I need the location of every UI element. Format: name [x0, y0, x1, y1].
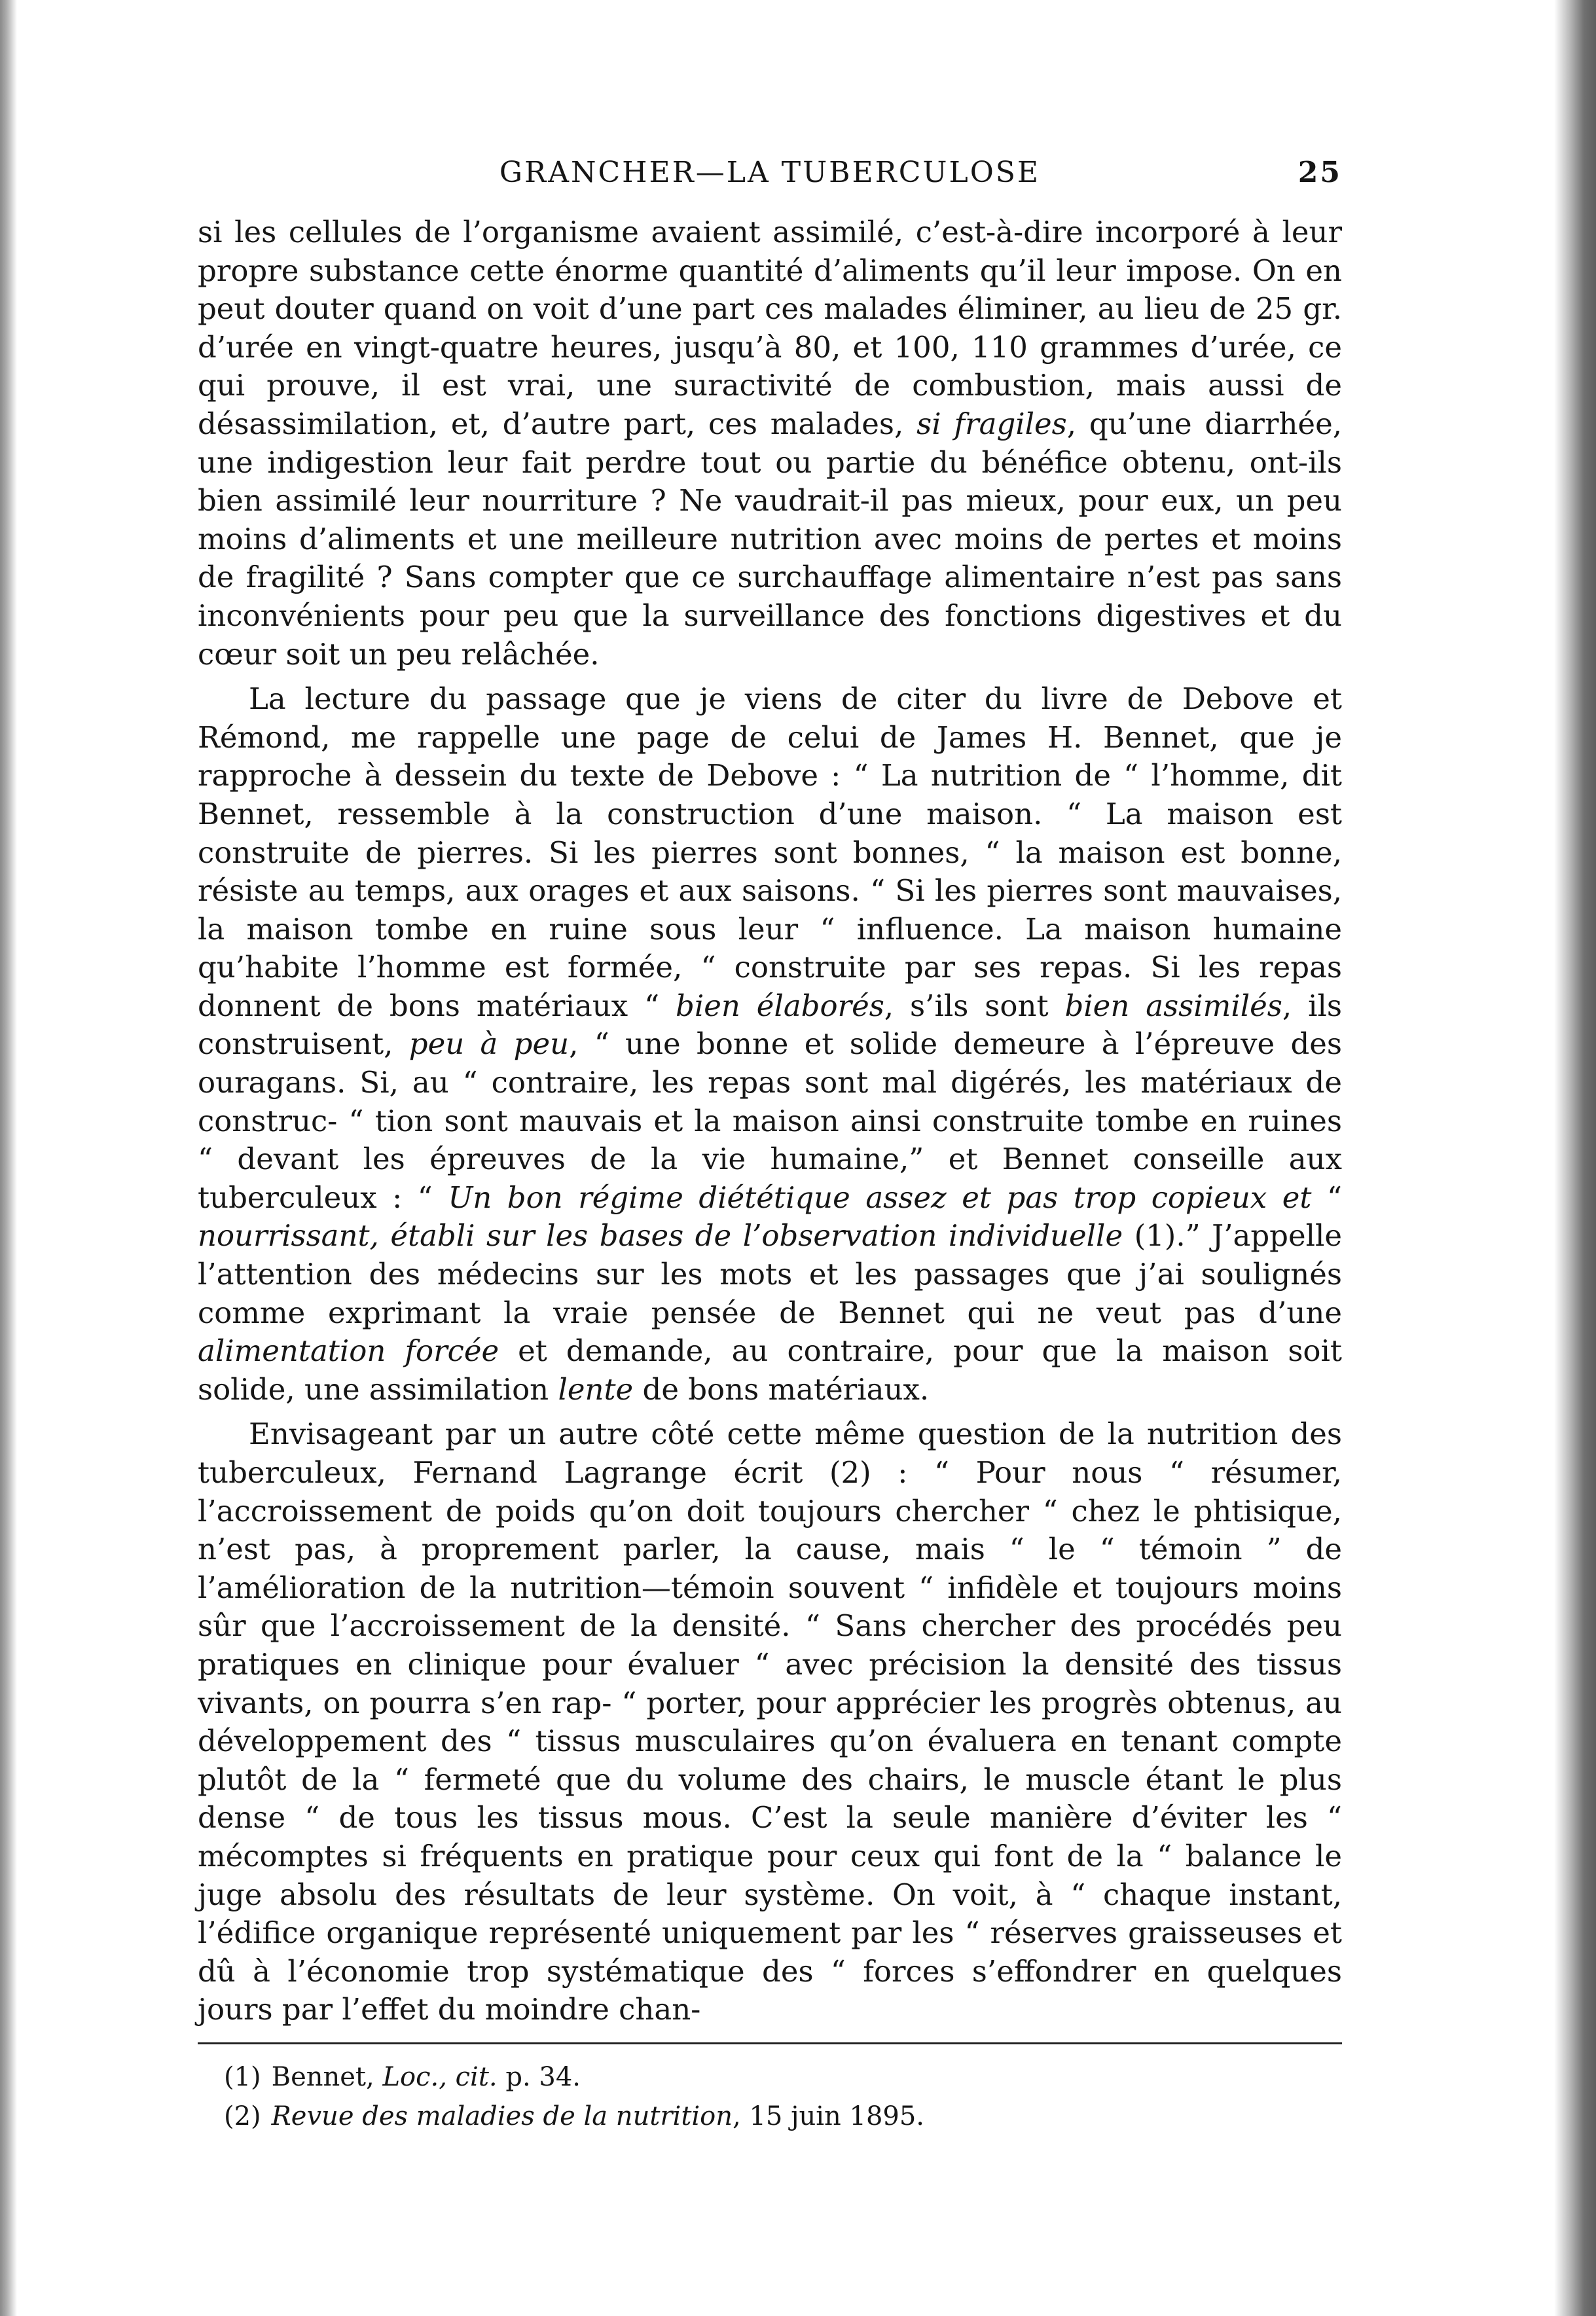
- footnote-mark: (1): [224, 2061, 261, 2092]
- text-run: p. 34.: [497, 2061, 581, 2092]
- text-run: si les cellules de l’organisme avaient assimilé, c’est-à-dire incorporé à leur propre substance cette énorme quantité d’aliments qu’il leur impose. On en peut douter quand on voit d’une part ces malades éliminer, au lieu de 25 gr. d’urée en vingt-quatre heures, jusqu’à 80, et 100, 110 grammes d’urée, ce qui prouve, il est vrai, une suractivité de combustion, mais aussi de désassimilation, et, d’autre part, ces malades,: [198, 215, 1342, 441]
- italic-run: bien élaborés: [676, 988, 884, 1023]
- italic-run: nourrissant, établi sur les bases de l’observation individuelle: [198, 1218, 1123, 1254]
- text-run: , ils construisent,: [198, 988, 1342, 1062]
- italic-run: Revue des maladies de la nutrition: [271, 2101, 733, 2131]
- text-run: de bons matériaux.: [633, 1371, 930, 1407]
- footnote-divider: [198, 2042, 1342, 2044]
- text-run: , qu’une diarrhée, une indigestion leur fait perdre tout ou partie du bénéfice obtenu, ont-ils bien assimilé leur nourriture ? Ne vaudrait-il pas mieux, pour eux, un peu moins d’aliments et une meilleure nutrition avec moins de pertes et moins de fragilité ? Sans compter que ce surchauffage alimentaire n’est pas sans inconvénients pour peu que la surveillance des fonctions digestives et du cœur soit un peu relâchée.: [198, 406, 1342, 672]
- text-run: La lecture du passage que je viens de citer du livre de Debove et Rémond, me rappelle une page de celui de James H. Bennet, que je rapproche à dessein du texte de Debove : “ La nutrition de “ l’homme, dit Bennet, ressemble à la construction d’une maison. “ La maison est construite de pierres. Si les pierres sont bonnes, “ la maison est bonne, résiste au temps, aux orages et aux saisons. “ Si les pierres sont mauvaises, la maison tombe en ruine sous leur “ influence. La maison humaine qu’habite l’homme est formée, “ construite par ses repas. Si les repas donnent de bons matériaux “: [198, 681, 1342, 1023]
- paragraph-1: [198, 213, 1342, 674]
- text-run: (1).” J’appelle l’attention des médecins sur les mots et les passages que j’ai soulignés comme exprimant la vraie pensée de Bennet qui ne veut pas d’une: [198, 1218, 1342, 1330]
- italic-run: lente: [558, 1371, 634, 1407]
- text-run: et demande, au contraire, pour que la maison soit solide, une assimilation: [198, 1333, 1342, 1407]
- text-run: Envisageant par un autre côté cette même question de la nutrition des tuberculeux, Fernand Lagrange écrit (2) : “ Pour nous “ résumer, l’accroissement de poids qu’on doit toujours chercher “ chez le phtisique, n’est pas, à proprement parler, la cause, mais “ le “ témoin ” de l’amélioration de la nutrition—témoin souvent “ infidèle et toujours moins sûr que l’accroissement de la densité. “ Sans chercher des procédés peu pratiques en clinique pour évaluer “ avec précision la densité des tissus vivants, on pourra s’en rap- “ porter, pour apprécier les progrès obtenus, au développement des “ tissus musculaires qu’on évaluera en tenant compte plutôt de la “ fermeté que du volume des chairs, le muscle étant le plus dense “ de tous les tissus mous. C’est la seule manière d’éviter les “ mécomptes si fréquents en pratique pour ceux qui font de la “ balance le juge absolu des résultats de leur système. On voit, à “ chaque instant, l’édifice organique représenté uniquement par les “ réserves graisseuses et dû à l’économie trop systématique des “ forces s’effondrer en quelques jours par l’effet du moindre chan-: [198, 1417, 1342, 2027]
- italic-run: Un bon régime diététique assez et pas trop copieux et: [448, 1180, 1312, 1215]
- paragraph-3: [198, 1415, 1342, 2029]
- text-run: Bennet,: [271, 2061, 383, 2092]
- running-head: [198, 156, 1342, 202]
- paragraph-2: [198, 680, 1342, 1409]
- text-run: , s’ils sont: [884, 988, 1065, 1023]
- scan-edge-right: [1554, 0, 1596, 2316]
- text-run: “: [1311, 1180, 1343, 1215]
- italic-run: Loc., cit.: [382, 2061, 498, 2092]
- footnote-2: [224, 2097, 1342, 2136]
- italic-run: bien assimilés: [1064, 988, 1282, 1023]
- footnote-1: [224, 2057, 1342, 2097]
- text-run: , 15 juin 1895.: [733, 2101, 925, 2131]
- text-run: , “ une bonne et solide demeure à l’épreuve des ouragans. Si, au “ contraire, les repas sont mal digérés, les matériaux de construc- “ tion sont mauvais et la maison ainsi construite tombe en ruines “ devant les épreuves de la vie humaine,” et Bennet conseille aux tuberculeux : “: [198, 1026, 1342, 1215]
- running-title: GRANCHER—LA TUBERCULOSE: [499, 156, 1041, 189]
- italic-run: alimentation forcée: [198, 1333, 499, 1369]
- footnotes: [198, 2057, 1342, 2136]
- book-page: [198, 156, 1342, 2136]
- italic-run: peu à peu: [408, 1026, 570, 1062]
- page-number: 25: [1297, 156, 1342, 189]
- body-text: [198, 213, 1342, 2029]
- footnote-mark: (2): [224, 2101, 261, 2131]
- scan-edge-left: [0, 0, 17, 2316]
- italic-run: si fragiles: [916, 406, 1067, 441]
